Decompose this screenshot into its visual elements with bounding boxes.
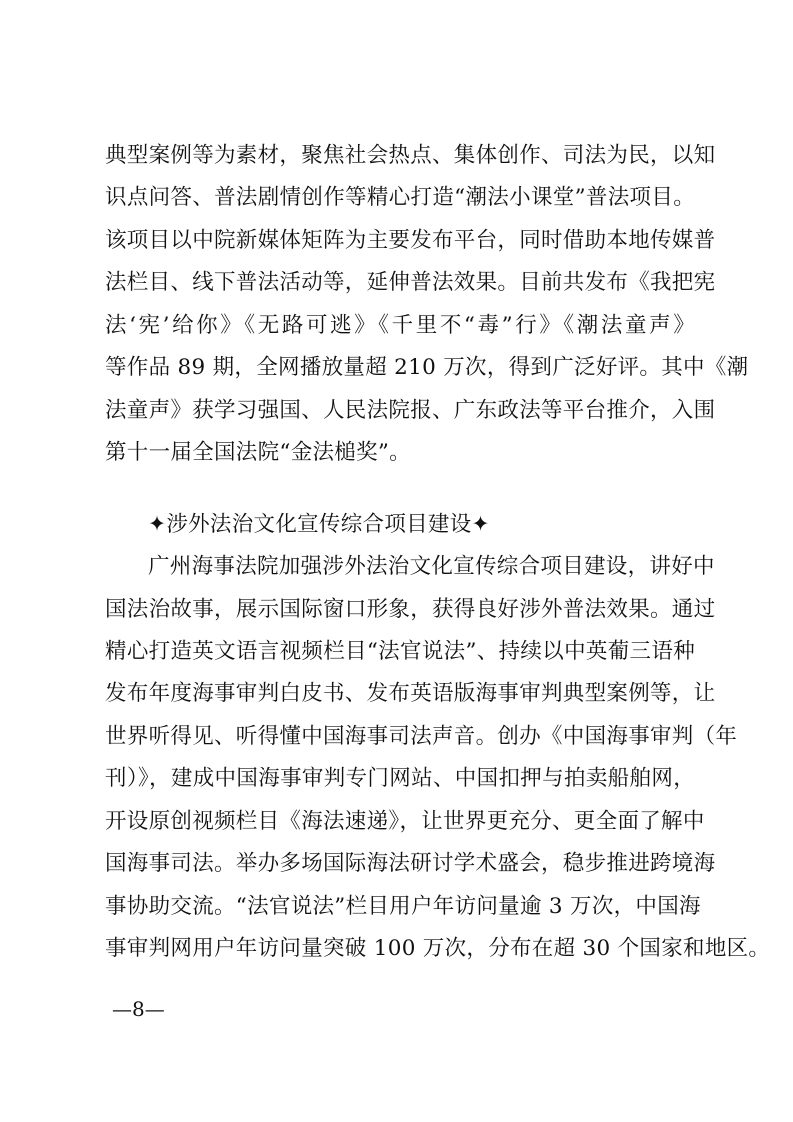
paragraph-line: 该项目以中院新媒体矩阵为主要发布平台，同时借助本地传媒普 bbox=[105, 228, 716, 253]
section-heading: ✦涉外法治文化宣传综合项目建设✦ bbox=[148, 512, 490, 537]
paragraph-line: 法栏目、线下普法活动等，延伸普法效果。目前共发布《我把宪 bbox=[105, 270, 716, 295]
paragraph-line: 精心打造英文语言视频栏目“法官说法”、持续以中英葡三语种 bbox=[105, 639, 695, 664]
paragraph-line: 事审判网用户年访问量突破 100 万次，分布在超 30 个国家和地区。 bbox=[105, 936, 771, 961]
paragraph-line: 典型案例等为素材，聚焦社会热点、集体创作、司法为民，以知 bbox=[105, 143, 716, 168]
paragraph-line: 识点问答、普法剧情创作等精心打造“潮法小课堂”普法项目。 bbox=[105, 185, 695, 210]
paragraph-line: 等作品 89 期，全网播放量超 210 万次，得到广泛好评。其中《潮 bbox=[105, 355, 749, 380]
paragraph-line: 开设原创视频栏目《海法速递》，让世界更充分、更全面了解中 bbox=[105, 809, 705, 834]
paragraph-line: 第十一届全国法院“金法槌奖”。 bbox=[105, 440, 411, 465]
paragraph-line: 刊）》，建成中国海事审判专门网站、中国扣押与拍卖船舶网， bbox=[105, 766, 695, 791]
paragraph-line: 世界听得见、听得懂中国海事司法声音。创办《中国海事审判（年 bbox=[105, 724, 738, 749]
paragraph-line: 法童声》获学习强国、人民法院报、广东政法等平台推介，入围 bbox=[105, 398, 716, 423]
paragraph-line: 事协助交流。“法官说法”栏目用户年访问量逾 3 万次，中国海 bbox=[105, 894, 701, 919]
page-number: —8— bbox=[112, 997, 165, 1021]
paragraph-line: 法‘宪’给你》《无路可逃》《千里不“毒”行》《潮法童声》 bbox=[105, 313, 695, 338]
paragraph-line: 发布年度海事审判白皮书、发布英语版海事审判典型案例等，让 bbox=[105, 681, 716, 706]
paragraph-line: 国海事司法。举办多场国际海法研讨学术盛会，稳步推进跨境海 bbox=[105, 851, 716, 876]
paragraph-line: 广州海事法院加强涉外法治文化宣传综合项目建设，讲好中 bbox=[148, 554, 715, 579]
paragraph-line: 国法治故事，展示国际窗口形象，获得良好涉外普法效果。通过 bbox=[105, 597, 716, 622]
